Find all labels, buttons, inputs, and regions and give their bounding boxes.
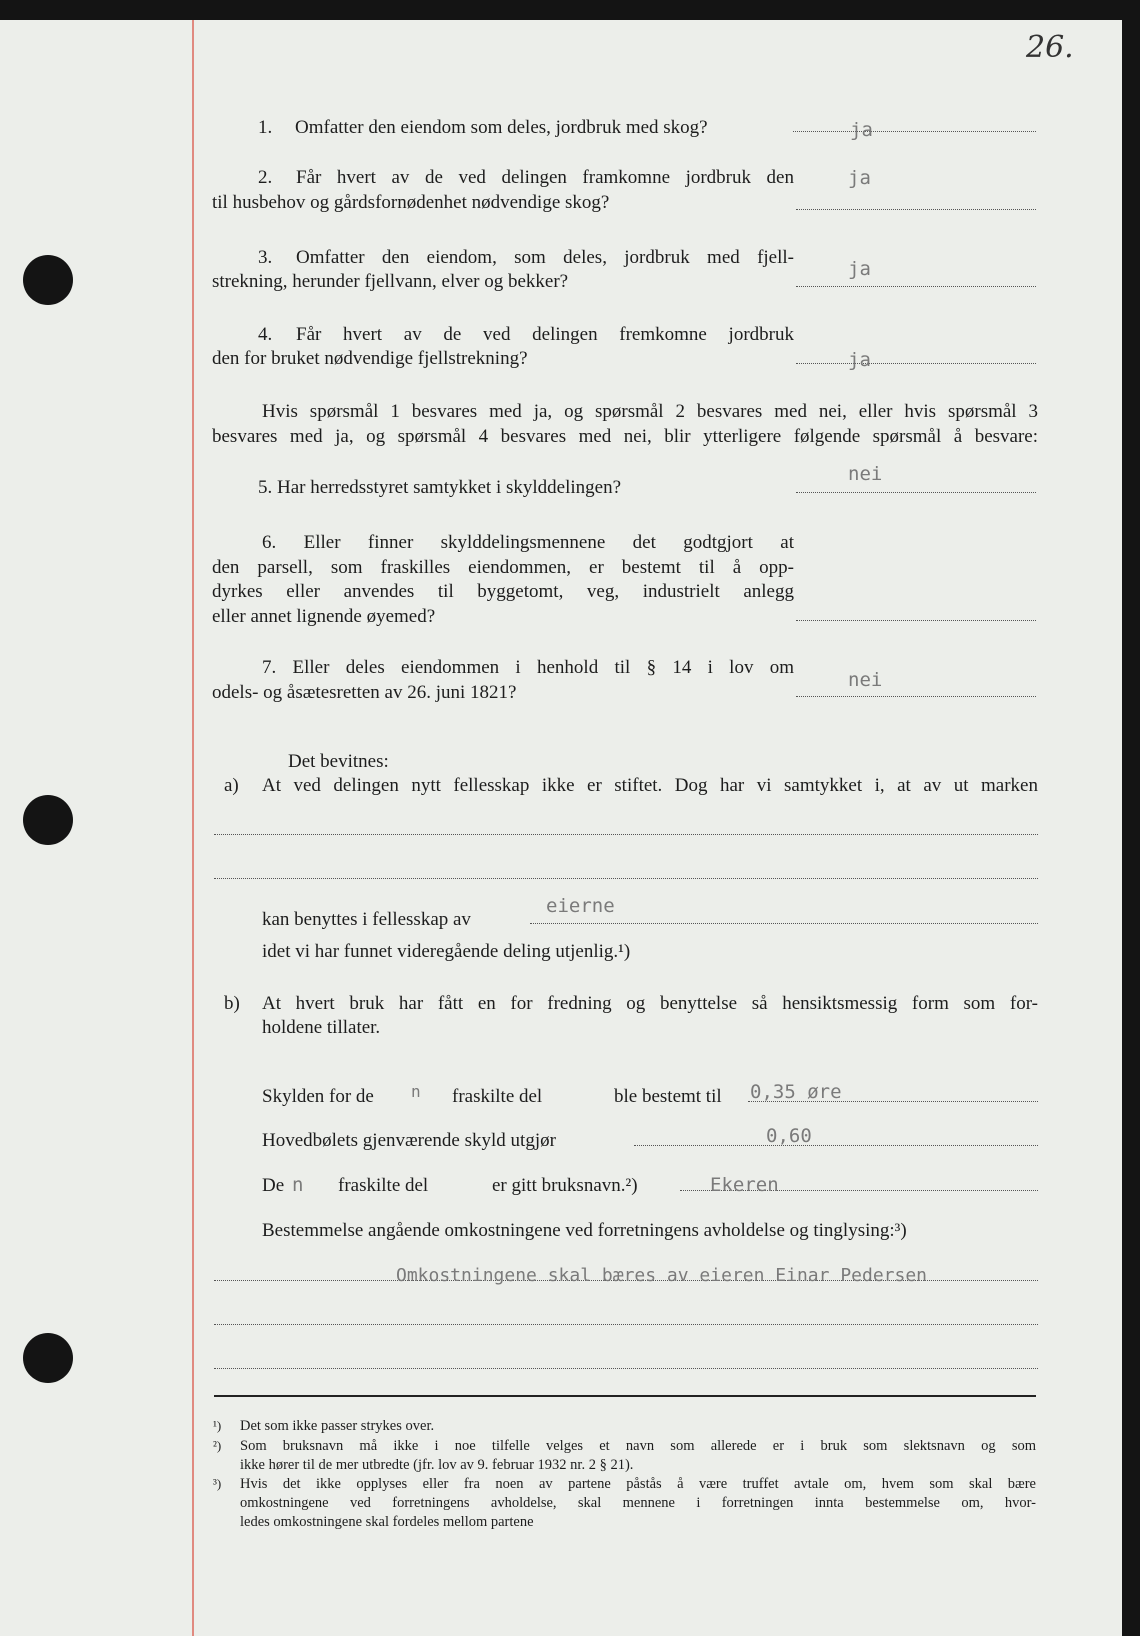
question-2-line2: til husbehov og gårdsfornødenhet nødvendige skog? — [212, 192, 610, 213]
question-6-line1: 6. Eller finner skylddelingsmennene det godtgjort at — [262, 532, 794, 553]
navn-label-a: De — [262, 1175, 285, 1196]
question-6-line4: eller annet lignende øyemed? — [212, 606, 436, 627]
scan-right-border — [1122, 0, 1140, 1636]
answer-7[interactable]: nei — [848, 669, 883, 691]
answer-line-7 — [796, 696, 1036, 697]
answer-line-6 — [796, 620, 1036, 621]
footnote-1-line1: Det som ikke passer strykes over. — [240, 1418, 435, 1434]
answer-line-2 — [796, 209, 1036, 210]
skyld-label-c: ble bestemt til — [614, 1086, 722, 1107]
skyld-label-a: Skylden for de — [262, 1086, 374, 1107]
punch-hole-top — [23, 255, 73, 305]
attest-b-line2: holdene tillater. — [262, 1017, 381, 1038]
footnote-2-line1: Som bruksnavn må ikke i noe tilfelle velges et navn som allerede er i bruk som slektsnavn og som — [240, 1438, 1036, 1454]
shared-use-tail: idet vi har funnet videregående deling utjenlig.¹) — [262, 941, 631, 962]
skyld-value[interactable]: 0,35 øre — [750, 1081, 842, 1103]
cost-line-3 — [214, 1368, 1038, 1369]
question-3-line2: strekning, herunder fjellvann, elver og bekker? — [212, 271, 569, 292]
hoved-line — [634, 1145, 1038, 1146]
footnote-3-mark: ³) — [213, 1476, 222, 1491]
footnote-rule — [214, 1395, 1036, 1397]
cost-line-2 — [214, 1324, 1038, 1325]
attest-a-line-1 — [214, 834, 1038, 835]
hoved-label: Hovedbølets gjenværende skyld utgjør — [262, 1130, 556, 1151]
navn-label-c: er gitt bruksnavn.²) — [492, 1175, 638, 1196]
footnote-3-line2: omkostningene ved forretningens avholdelse, skal mennene i forretningen innta bestemmelse om, hvor- — [240, 1495, 1036, 1511]
footnote-3-line3: ledes omkostningene skal fordeles mellom partene — [240, 1514, 534, 1530]
answer-2[interactable]: ja — [848, 167, 871, 189]
page-number: 26. — [1026, 30, 1074, 65]
conditional-intro-line1: Hvis spørsmål 1 besvares med ja, og spørsmål 2 besvares med nei, eller hvis spørsmål 3 — [262, 401, 1038, 422]
question-1-number: 1. — [258, 117, 273, 138]
navn-value[interactable]: Ekeren — [710, 1174, 779, 1196]
attest-b-line1: At hvert bruk har fått en for fredning og benyttelse så hensiktsmessig form som for- — [262, 993, 1038, 1014]
answer-line-5 — [796, 492, 1036, 493]
hoved-value[interactable]: 0,60 — [766, 1125, 812, 1147]
skyld-label-b: fraskilte del — [452, 1086, 543, 1107]
margin-rule — [192, 20, 194, 1636]
question-6-line3: dyrkes eller anvendes til byggetomt, veg, industrielt anlegg — [212, 581, 794, 602]
skyld-suffix[interactable]: n — [411, 1082, 421, 1101]
cost-value[interactable]: Omkostningene skal bæres av eieren Einar Pedersen — [396, 1265, 928, 1286]
shared-use-value[interactable]: eierne — [546, 895, 615, 917]
answer-3[interactable]: ja — [848, 258, 871, 280]
attest-a-line-2 — [214, 878, 1038, 879]
question-6-line2: den parsell, som fraskilles eiendommen, er bestemt til å opp- — [212, 557, 794, 578]
cost-label: Bestemmelse angående omkostningene ved forretningens avholdelse og tinglysing:³) — [262, 1220, 907, 1241]
question-1-text: Omfatter den eiendom som deles, jordbruk med skog? — [295, 117, 708, 138]
attest-heading: Det bevitnes: — [288, 751, 389, 772]
footnote-1-mark: ¹) — [213, 1418, 222, 1433]
answer-line-4 — [796, 363, 1036, 364]
conditional-intro-line2: besvares med ja, og spørsmål 4 besvares med nei, blir ytterligere følgende spørsmål å besvare: — [212, 426, 1038, 447]
question-2-number: 2. — [258, 167, 273, 188]
footnote-2-mark: ²) — [213, 1438, 222, 1453]
navn-suffix[interactable]: n — [292, 1174, 304, 1196]
attest-a-label: a) — [224, 775, 239, 796]
navn-label-b: fraskilte del — [338, 1175, 429, 1196]
shared-use-label: kan benyttes i fellesskap av — [262, 909, 471, 930]
footnote-2-line2: ikke hører til de mer utbredte (jfr. lov av 9. februar 1932 nr. 2 § 21). — [240, 1457, 634, 1473]
shared-use-line — [530, 923, 1038, 924]
answer-1[interactable]: ja — [850, 119, 873, 141]
question-7-line2: odels- og åsætesretten av 26. juni 1821? — [212, 682, 517, 703]
question-4-line2: den for bruket nødvendige fjellstrekning? — [212, 348, 528, 369]
punch-hole-middle — [23, 795, 73, 845]
question-3-line1: Omfatter den eiendom, som deles, jordbruk med fjell- — [296, 247, 794, 268]
answer-4[interactable]: ja — [848, 349, 871, 371]
answer-line-3 — [796, 286, 1036, 287]
answer-line-1 — [793, 131, 1036, 132]
footnote-3-line1: Hvis det ikke opplyses eller fra noen av partene påstås å være truffet avtale om, hvem som skal bære — [240, 1476, 1036, 1492]
attest-a-text: At ved delingen nytt fellesskap ikke er stiftet. Dog har vi samtykket i, at av ut marken — [262, 775, 1038, 796]
question-5-text: 5. Har herredsstyret samtykket i skylddelingen? — [258, 477, 622, 498]
answer-5[interactable]: nei — [848, 463, 883, 485]
attest-b-label: b) — [224, 993, 240, 1014]
punch-hole-bottom — [23, 1333, 73, 1383]
question-4-number: 4. — [258, 324, 273, 345]
question-7-line1: 7. Eller deles eiendommen i henhold til § 14 i lov om — [262, 657, 794, 678]
question-3-number: 3. — [258, 247, 273, 268]
question-4-line1: Får hvert av de ved delingen fremkomne jordbruk — [296, 324, 794, 345]
scan-top-border — [0, 0, 1140, 20]
question-2-line1: Får hvert av de ved delingen framkomne jordbruk den — [296, 167, 794, 188]
